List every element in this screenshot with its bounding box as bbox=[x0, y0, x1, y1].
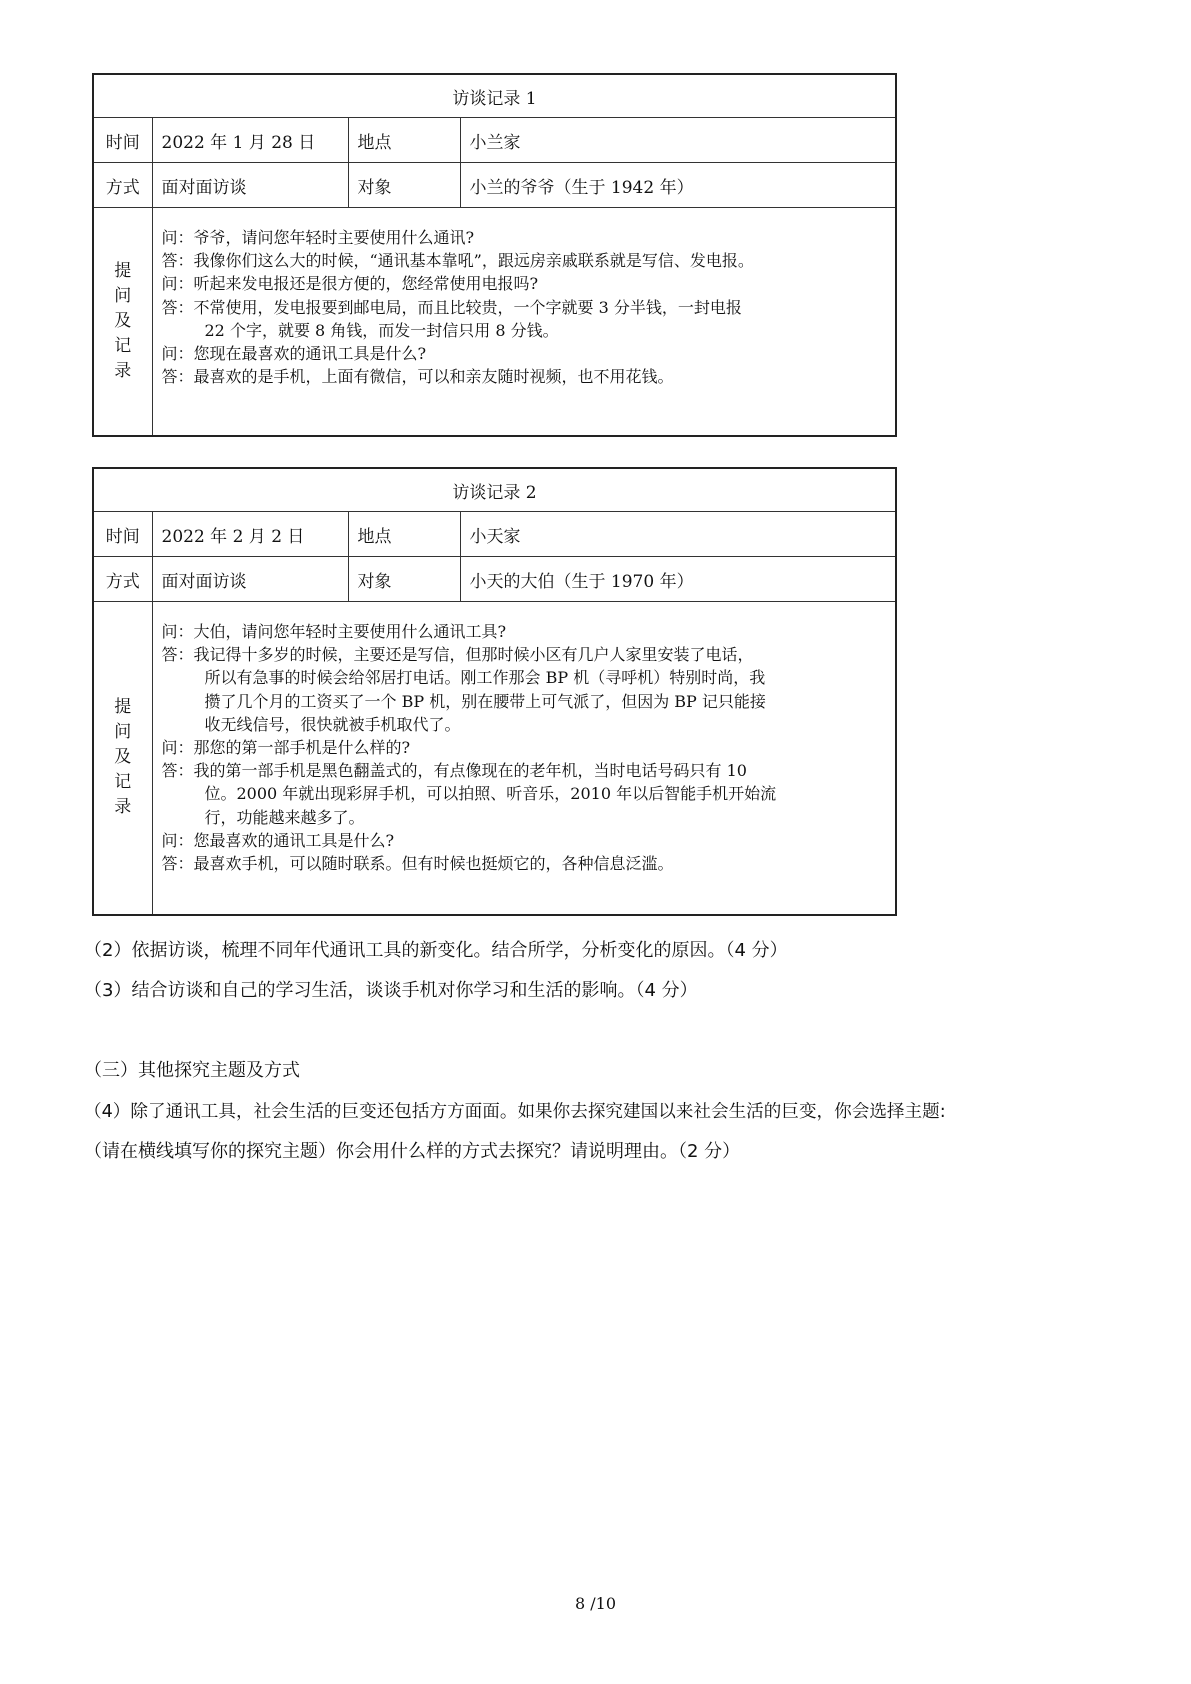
qa-line: 答：最喜欢的是手机，上面有微信，可以和亲友随时视频，也不用花钱。 bbox=[161, 367, 674, 387]
time-value: 2022 年 2 月 2 日 bbox=[152, 512, 348, 557]
qa-line: 收无线信号，很快就被手机取代了。 bbox=[204, 714, 461, 734]
place-value: 小天家 bbox=[460, 512, 896, 557]
qa-side-label: 提 问 及 记 录 bbox=[93, 602, 152, 915]
qa-side-label: 提 问 及 记 录 bbox=[93, 208, 152, 436]
method-value: 面对面访谈 bbox=[152, 557, 348, 602]
qa-line: 答：不常使用，发电报要到邮电局，而且比较贵，一个字就要 3 分半钱，一封电报 bbox=[161, 297, 742, 317]
time-value: 2022 年 1 月 28 日 bbox=[152, 118, 348, 163]
qa-line: 问：听起来发电报还是很方便的，您经常使用电报吗? bbox=[161, 274, 539, 294]
qa-record-body bbox=[152, 602, 896, 915]
question-4-line-1: （4）除了通讯工具，社会生活的巨变还包括方方面面。如果你去探究建国以来社会生活的巨变，你会选择主题: bbox=[84, 1102, 946, 1122]
place-value: 小兰家 bbox=[460, 118, 896, 163]
object-value: 小兰的爷爷（生于 1942 年） bbox=[460, 163, 896, 208]
time-label: 时间 bbox=[93, 118, 152, 163]
qa-line: 答：我的第一部手机是黑色翻盖式的，有点像现在的老年机，当时电话号码只有 10 bbox=[161, 761, 747, 781]
qa-line: 问：您现在最喜欢的通讯工具是什么? bbox=[161, 344, 427, 364]
qa-line: 位。2000 年就出现彩屏手机，可以拍照、听音乐，2010 年以后智能手机开始流 bbox=[204, 784, 777, 804]
interview-record-1 bbox=[92, 73, 897, 437]
time-label: 时间 bbox=[93, 512, 152, 557]
qa-record-body bbox=[152, 208, 896, 436]
interview-record-2 bbox=[92, 467, 897, 916]
qa-line: 所以有急事的时候会给邻居打电话。刚工作那会 BP 机（寻呼机）特别时尚，我 bbox=[204, 668, 766, 688]
place-label: 地点 bbox=[348, 512, 460, 557]
section-3-heading: （三）其他探究主题及方式 bbox=[84, 1060, 300, 1081]
method-label: 方式 bbox=[93, 557, 152, 602]
method-label: 方式 bbox=[93, 163, 152, 208]
question-2: （2）依据访谈，梳理不同年代通讯工具的新变化。结合所学，分析变化的原因。（4 分） bbox=[84, 940, 788, 961]
record-title: 访谈记录 1 bbox=[93, 74, 896, 118]
qa-line: 问：爷爷，请问您年轻时主要使用什么通讯? bbox=[161, 228, 475, 247]
qa-line: 22 个字，就要 8 角钱，而发一封信只用 8 分钱。 bbox=[204, 320, 559, 340]
place-label: 地点 bbox=[348, 118, 460, 163]
object-value: 小天的大伯（生于 1970 年） bbox=[460, 557, 896, 602]
method-value: 面对面访谈 bbox=[152, 163, 348, 208]
qa-line: 问：那您的第一部手机是什么样的? bbox=[161, 738, 411, 758]
qa-line: 问：您最喜欢的通讯工具是什么? bbox=[161, 830, 395, 850]
qa-line: 问：大伯，请问您年轻时主要使用什么通讯工具? bbox=[161, 622, 507, 641]
qa-line: 答：最喜欢手机，可以随时联系。但有时候也挺烦它的，各种信息泛滥。 bbox=[161, 854, 674, 874]
object-label: 对象 bbox=[348, 163, 460, 208]
record-title: 访谈记录 2 bbox=[93, 468, 896, 512]
page-number: 8 /10 bbox=[574, 1594, 616, 1613]
question-3: （3）结合访谈和自己的学习生活，谈谈手机对你学习和生活的影响。（4 分） bbox=[84, 980, 698, 1001]
qa-line: 行，功能越来越多了。 bbox=[204, 807, 365, 827]
qa-line: 攒了几个月的工资买了一个 BP 机，别在腰带上可气派了，但因为 BP 记只能接 bbox=[204, 691, 766, 711]
question-4-line-2: （请在横线填写你的探究主题）你会用什么样的方式去探究？请说明理由。（2 分） bbox=[84, 1141, 741, 1162]
qa-line: 答：我像你们这么大的时候，“通讯基本靠吼”，跟远房亲戚联系就是写信、发电报。 bbox=[161, 251, 754, 271]
object-label: 对象 bbox=[348, 557, 460, 602]
qa-line: 答：我记得十多岁的时候，主要还是写信，但那时候小区有几户人家里安装了电话， bbox=[161, 645, 754, 665]
